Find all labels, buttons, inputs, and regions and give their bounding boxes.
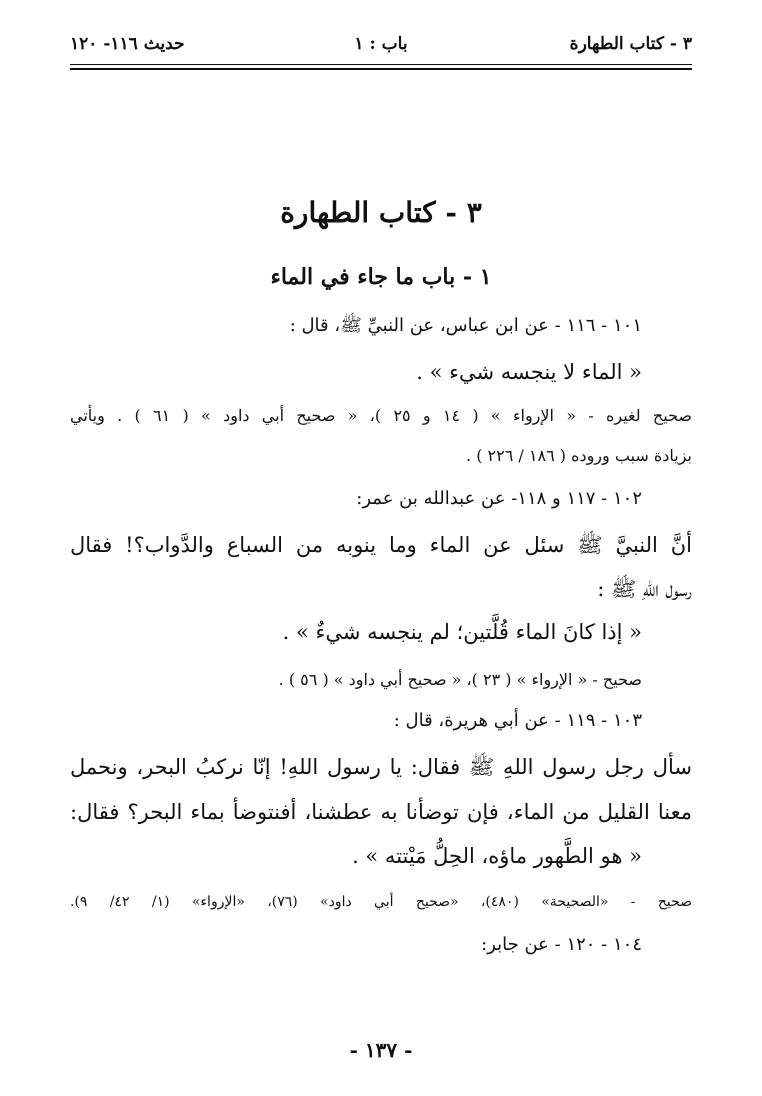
- running-header: [70, 34, 692, 62]
- header-rule-thin: [70, 64, 692, 65]
- hadith-102-text: أنَّ النبيَّ ﷺ سئل عن الماء وما ينوبه من السباع والدَّواب؟! فقال: [70, 533, 692, 557]
- hadith-103-quote: « هو الطَّهور ماؤه، الحِلُّ مَيْتته » .: [352, 844, 642, 868]
- header-chapter: باب : ١: [354, 34, 408, 54]
- hadith-101-intro: ١٠١ - ١١٦ - عن ابن عباس، عن النبيِّ ﷺ، قال :: [289, 315, 642, 336]
- hadith-103-intro: ١٠٣ - ١١٩ - عن أبي هريرة، قال :: [393, 710, 642, 731]
- hadith-103-grading: صحيح - «الصحيحة» (٤٨٠)، «صحيح أبي داود» (٧٦)، «الإرواء» (١/ ٤٢/ ٩).: [70, 894, 693, 910]
- hadith-103-text-cont: معنا القليل من الماء، فإن توضأنا به عطشنا، أفنتوضأ بماء البحر؟ فقال:: [70, 800, 692, 824]
- header-hadith-range: حديث ١١٦- ١٢٠: [70, 34, 185, 54]
- hadith-101-text: « الماء لا ينجسه شيء » .: [416, 360, 642, 384]
- hadith-101-grading: صحيح لغيره - « الإرواء » ( ١٤ و ٢٥ )، « صحيح أبي داود » ( ٦١ ) . ويأتي: [70, 406, 693, 425]
- book-title: ٣ - كتاب الطهارة: [280, 196, 482, 229]
- chapter-title: ١ - باب ما جاء في الماء: [270, 264, 492, 290]
- hadith-101-grading-cont: بزيادة سبب وروده ( ١٨٦ / ٢٢٦ ) .: [466, 446, 692, 465]
- hadith-102-text-cont: رسول اللهِ ﷺ :: [597, 577, 692, 601]
- page-number: - ١٣٧ -: [349, 1038, 413, 1062]
- header-rule-thick: [70, 68, 692, 70]
- hadith-104-intro: ١٠٤ - ١٢٠ - عن جابر:: [481, 934, 642, 955]
- hadith-103-text: سأل رجل رسول اللهِ ﷺ فقال: يا رسول اللهِ! إنّا نركبُ البحر، ونحمل: [70, 755, 692, 779]
- header-book: ٣ - كتاب الطهارة: [569, 34, 692, 54]
- hadith-102-quote: « إذا كانَ الماء قُلَّتين؛ لم ينجسه شيءٌ » .: [282, 620, 642, 644]
- hadith-102-grading: صحيح - « الإرواء » ( ٢٣ )، « صحيح أبي داود » ( ٥٦ ) .: [278, 670, 642, 689]
- hadith-102-intro: ١٠٢ - ١١٧ و ١١٨- عن عبدالله بن عمر:: [356, 488, 642, 509]
